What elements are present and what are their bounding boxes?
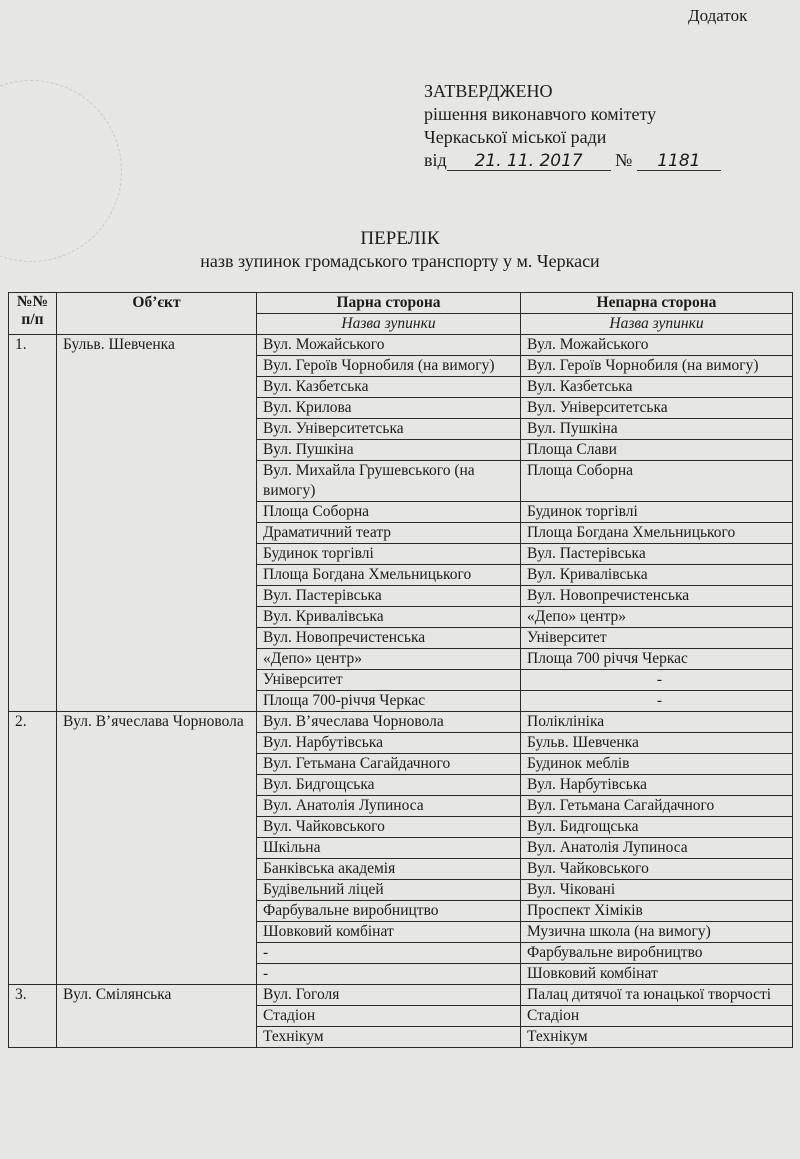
document-subtitle: назв зупинок громадського транспорту у м. Черкаси: [200, 251, 600, 271]
even-stop-name: Вул. Пастерівська: [257, 586, 521, 607]
subheader-odd: Назва зупинки: [521, 314, 793, 335]
stops-table: [8, 292, 793, 1048]
even-stop-name: Вул. Бидгощська: [257, 775, 521, 796]
handwritten-date: 21. 11. 2017: [447, 152, 611, 171]
even-stop-name: Вул. Анатолія Лупиноса: [257, 796, 521, 817]
even-stop-name: Драматичний театр: [257, 523, 521, 544]
odd-stop-name: -: [521, 691, 793, 712]
table-row: [9, 335, 793, 356]
odd-stop-name: Вул. Кривалівська: [521, 565, 793, 586]
odd-stop-name: Вул. Чайковського: [521, 859, 793, 880]
odd-stop-name: Вул. Можайського: [521, 335, 793, 356]
odd-stop-name: Будинок торгівлі: [521, 502, 793, 523]
even-stop-name: Банківська академія: [257, 859, 521, 880]
odd-stop-name: Площа Богдана Хмельницького: [521, 523, 793, 544]
odd-stop-name: Проспект Хіміків: [521, 901, 793, 922]
document-title: ПЕРЕЛІК: [360, 228, 440, 249]
even-stop-name: Стадіон: [257, 1006, 521, 1027]
even-stop-name: Університет: [257, 670, 521, 691]
odd-stop-name: Площа Соборна: [521, 461, 793, 502]
even-stop-name: Вул. Гетьмана Сагайдачного: [257, 754, 521, 775]
odd-stop-name: Музична школа (на вимогу): [521, 922, 793, 943]
odd-stop-name: Площа 700 річчя Черкас: [521, 649, 793, 670]
number-prefix: №: [615, 150, 633, 170]
object-name: Вул. В’ячеслава Чорновола: [57, 712, 257, 985]
odd-stop-name: Вул. Гетьмана Сагайдачного: [521, 796, 793, 817]
odd-stop-name: Стадіон: [521, 1006, 793, 1027]
even-stop-name: Шкільна: [257, 838, 521, 859]
even-stop-name: Вул. Університетська: [257, 419, 521, 440]
odd-stop-name: -: [521, 670, 793, 691]
row-number: 1.: [9, 335, 57, 712]
even-stop-name: Будинок торгівлі: [257, 544, 521, 565]
even-stop-name: -: [257, 943, 521, 964]
odd-stop-name: Вул. Нарбутівська: [521, 775, 793, 796]
odd-stop-name: Бульв. Шевченка: [521, 733, 793, 754]
even-stop-name: -: [257, 964, 521, 985]
even-stop-name: «Депо» центр»: [257, 649, 521, 670]
even-stop-name: Вул. Героїв Чорнобиля (на вимогу): [257, 356, 521, 377]
odd-stop-name: Палац дитячої та юнацької творчості: [521, 985, 793, 1006]
approved-label: ЗАТВЕРДЖЕНО: [424, 81, 553, 101]
stops-table-body: [9, 335, 793, 1048]
odd-stop-name: Технікум: [521, 1027, 793, 1048]
odd-stop-name: Університет: [521, 628, 793, 649]
even-stop-name: Вул. В’ячеслава Чорновола: [257, 712, 521, 733]
odd-stop-name: Площа Слави: [521, 440, 793, 461]
even-stop-name: Будівельний ліцей: [257, 880, 521, 901]
odd-stop-name: Вул. Пастерівська: [521, 544, 793, 565]
council-line: Черкаської міської ради: [424, 127, 607, 147]
odd-stop-name: Вул. Казбетська: [521, 377, 793, 398]
approval-block: [424, 80, 721, 172]
row-number: 2.: [9, 712, 57, 985]
row-number: 3.: [9, 985, 57, 1048]
odd-stop-name: Вул. Новопречистенська: [521, 586, 793, 607]
object-name: Бульв. Шевченка: [57, 335, 257, 712]
even-stop-name: Площа 700-річчя Черкас: [257, 691, 521, 712]
table-row: [9, 712, 793, 733]
col-header-object: Об’єкт: [57, 293, 257, 335]
handwritten-number: 1181: [637, 152, 721, 171]
col-header-even: Парна сторона: [257, 293, 521, 314]
odd-stop-name: Вул. Героїв Чорнобиля (на вимогу): [521, 356, 793, 377]
odd-stop-name: Вул. Університетська: [521, 398, 793, 419]
even-stop-name: Шовковий комбінат: [257, 922, 521, 943]
odd-stop-name: «Депо» центр»: [521, 607, 793, 628]
even-stop-name: Вул. Кривалівська: [257, 607, 521, 628]
odd-stop-name: Будинок меблів: [521, 754, 793, 775]
even-stop-name: Вул. Гоголя: [257, 985, 521, 1006]
odd-stop-name: Вул. Анатолія Лупиноса: [521, 838, 793, 859]
date-number-line: [424, 149, 721, 172]
even-stop-name: Вул. Чайковського: [257, 817, 521, 838]
odd-stop-name: Шовковий комбінат: [521, 964, 793, 985]
even-stop-name: Площа Соборна: [257, 502, 521, 523]
odd-stop-name: Вул. Пушкіна: [521, 419, 793, 440]
col-header-num: №№ п/п: [9, 293, 57, 335]
odd-stop-name: Вул. Бидгощська: [521, 817, 793, 838]
odd-stop-name: Поліклініка: [521, 712, 793, 733]
even-stop-name: Вул. Михайла Грушевського (на вимогу): [257, 461, 521, 502]
even-stop-name: Вул. Казбетська: [257, 377, 521, 398]
col-header-odd: Непарна сторона: [521, 293, 793, 314]
subheader-even: Назва зупинки: [257, 314, 521, 335]
decision-line: рішення виконавчого комітету: [424, 104, 657, 124]
odd-stop-name: Фарбувальне виробництво: [521, 943, 793, 964]
object-name: Вул. Смілянська: [57, 985, 257, 1048]
even-stop-name: Вул. Пушкіна: [257, 440, 521, 461]
even-stop-name: Фарбувальне виробництво: [257, 901, 521, 922]
even-stop-name: Площа Богдана Хмельницького: [257, 565, 521, 586]
even-stop-name: Вул. Можайського: [257, 335, 521, 356]
date-prefix: від: [424, 150, 447, 170]
even-stop-name: Вул. Нарбутівська: [257, 733, 521, 754]
even-stop-name: Технікум: [257, 1027, 521, 1048]
addendum-label: Додаток: [688, 6, 748, 25]
even-stop-name: Вул. Крилова: [257, 398, 521, 419]
table-row: [9, 985, 793, 1006]
even-stop-name: Вул. Новопречистенська: [257, 628, 521, 649]
odd-stop-name: Вул. Чіковані: [521, 880, 793, 901]
